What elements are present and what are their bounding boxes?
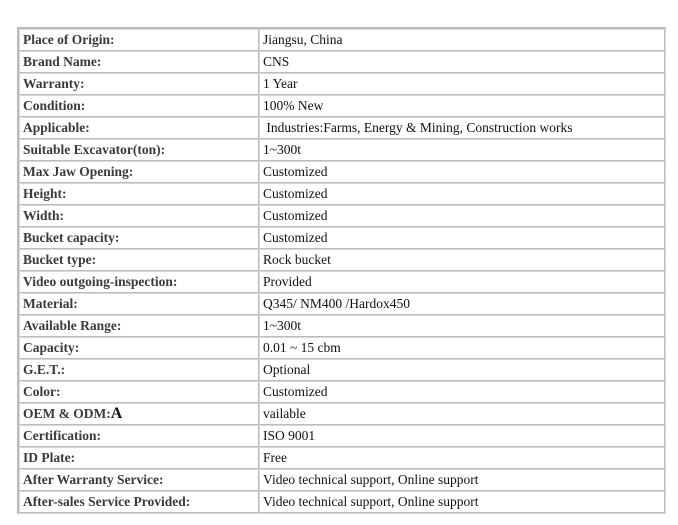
table-row [19, 447, 665, 469]
row-value: Jiangsu, China [259, 29, 665, 51]
row-value: 100% New [259, 95, 665, 117]
row-value: vailable [259, 403, 665, 425]
row-label: Video outgoing-inspection: [19, 271, 259, 293]
row-label-text: OEM & ODM: [23, 406, 111, 421]
table-row [19, 381, 665, 403]
table-row [19, 227, 665, 249]
row-value: 0.01 ~ 15 cbm [259, 337, 665, 359]
table-row [19, 95, 665, 117]
row-value: Provided [259, 271, 665, 293]
row-value: 1~300t [259, 315, 665, 337]
row-value: Video technical support, Online support [259, 469, 665, 491]
row-value: 1 Year [259, 73, 665, 95]
row-label [19, 403, 259, 425]
row-value: Optional [259, 359, 665, 381]
row-value: Rock bucket [259, 249, 665, 271]
row-label: Applicable: [19, 117, 259, 139]
table-row [19, 117, 665, 139]
table-row [19, 271, 665, 293]
table-row [19, 183, 665, 205]
table-row [19, 469, 665, 491]
row-label: Capacity: [19, 337, 259, 359]
table-row [19, 337, 665, 359]
row-label: Height: [19, 183, 259, 205]
row-value: Customized [259, 161, 665, 183]
product-spec-table [17, 27, 666, 514]
row-label-suffix: A [110, 405, 123, 422]
table-row [19, 161, 665, 183]
row-label: Suitable Excavator(ton): [19, 139, 259, 161]
table-row [19, 491, 665, 513]
table-row [19, 205, 665, 227]
table-row [19, 249, 665, 271]
table-row [19, 315, 665, 337]
row-label: After-sales Service Provided: [19, 491, 259, 513]
table-row [19, 425, 665, 447]
row-value: Customized [259, 227, 665, 249]
table-row [19, 403, 665, 425]
row-label: Warranty: [19, 73, 259, 95]
table-row [19, 29, 665, 51]
row-label: Place of Origin: [19, 29, 259, 51]
row-label: Width: [19, 205, 259, 227]
table-row [19, 293, 665, 315]
row-label: G.E.T.: [19, 359, 259, 381]
row-value: ISO 9001 [259, 425, 665, 447]
row-label: ID Plate: [19, 447, 259, 469]
row-value: Customized [259, 183, 665, 205]
row-value: Free [259, 447, 665, 469]
row-label: Bucket type: [19, 249, 259, 271]
row-label: Certification: [19, 425, 259, 447]
table-row [19, 139, 665, 161]
table-row [19, 51, 665, 73]
row-label: Max Jaw Opening: [19, 161, 259, 183]
row-value: Customized [259, 381, 665, 403]
row-value: CNS [259, 51, 665, 73]
row-value: Q345/ NM400 /Hardox450 [259, 293, 665, 315]
row-value: Customized [259, 205, 665, 227]
row-label: Color: [19, 381, 259, 403]
table-row [19, 359, 665, 381]
row-label: Brand Name: [19, 51, 259, 73]
row-label: Bucket capacity: [19, 227, 259, 249]
table-row [19, 73, 665, 95]
row-label: Condition: [19, 95, 259, 117]
row-value: 1~300t [259, 139, 665, 161]
row-value: Video technical support, Online support [259, 491, 665, 513]
row-value: Industries:Farms, Energy & Mining, Construction works [259, 117, 665, 139]
row-label: After Warranty Service: [19, 469, 259, 491]
row-label: Material: [19, 293, 259, 315]
row-label: Available Range: [19, 315, 259, 337]
